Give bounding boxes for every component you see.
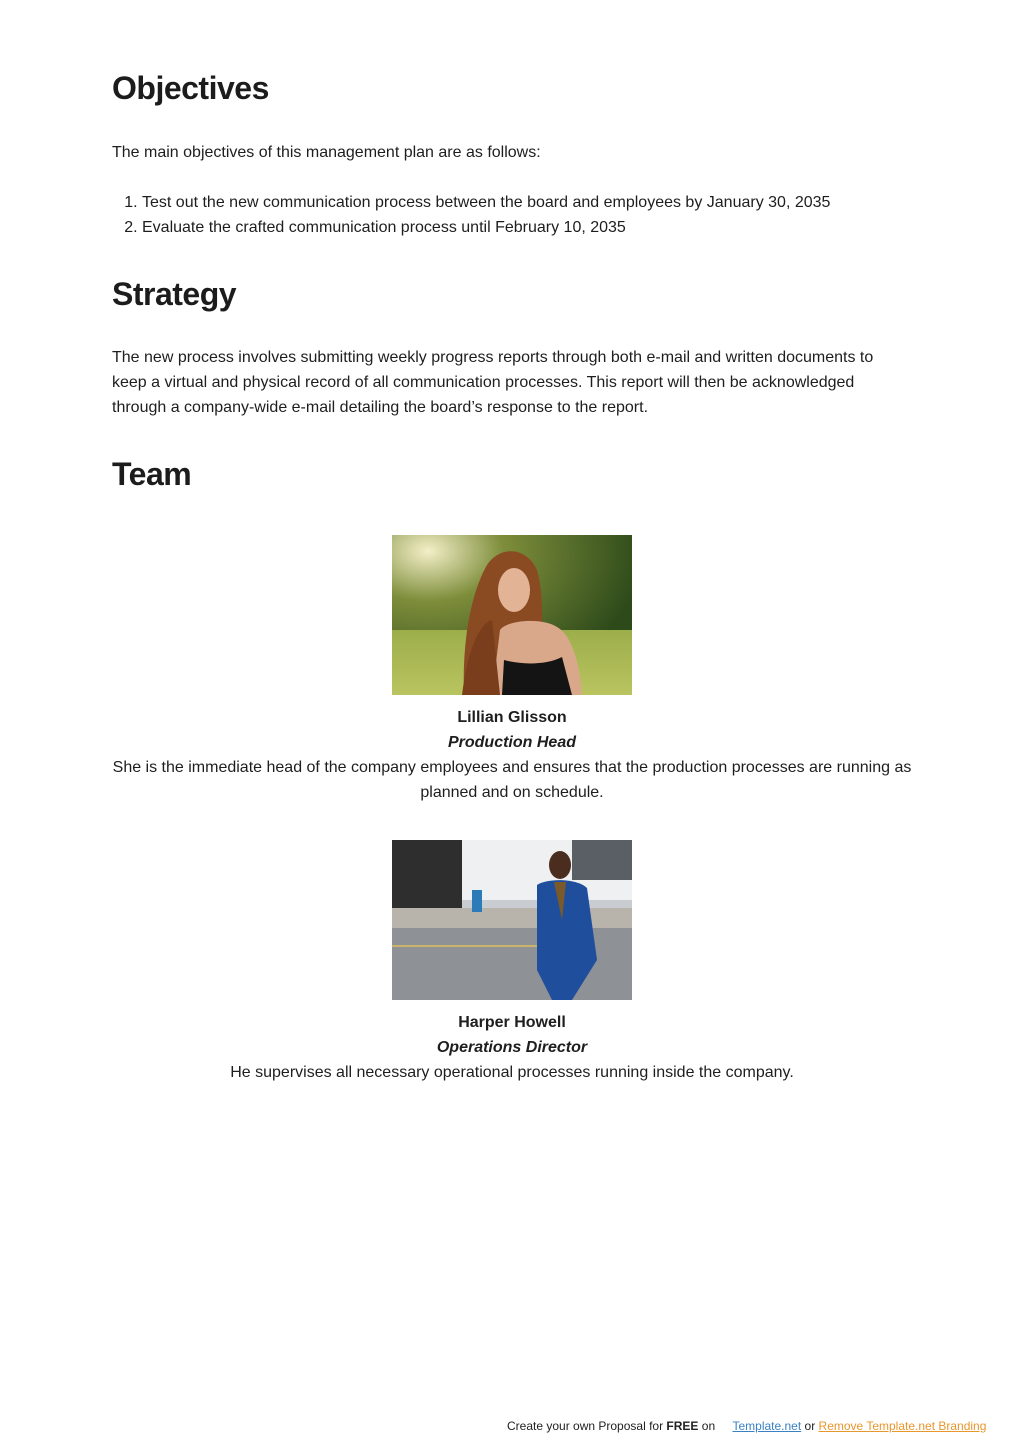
objectives-list: [112, 190, 830, 240]
objective-item: 1. Test out the new communication process between the board and employees by January 30, 2035: [142, 190, 830, 215]
footer-on: on: [698, 1419, 716, 1433]
member-role: Operations Director: [436, 1039, 588, 1056]
strategy-body: The new process involves submitting weekly progress reports through both e-mail and written documents to keep a virtual and physical record of all communication processes. This report will then be acknowledged through a company-wide e-mail detailing the board’s response to the report.: [112, 349, 874, 416]
man-in-blue-suit-photo: [392, 840, 632, 1000]
remove-branding-link[interactable]: Remove Template.net Branding: [818, 1419, 987, 1433]
member-name: Harper Howell: [458, 1014, 566, 1031]
member-name: Lillian Glisson: [457, 709, 567, 726]
member-role: Production Head: [447, 734, 576, 751]
member-bio: She is the immediate head of the company employees and ensures that the production processes are running as planned and on schedule.: [112, 759, 912, 801]
strategy-heading: Strategy: [112, 276, 237, 312]
objective-item: 2. Evaluate the crafted communication process until February 10, 2035: [142, 215, 830, 240]
member-bio: He supervises all necessary operational processes running inside the company.: [230, 1064, 794, 1081]
woman-in-park-photo: [392, 535, 632, 695]
footer-or: or: [801, 1419, 819, 1433]
footer-prefix: Create your own Proposal for: [507, 1419, 667, 1433]
template-net-link[interactable]: Template.net: [732, 1419, 802, 1433]
footer-free: FREE: [666, 1419, 699, 1433]
objectives-heading: Objectives: [112, 70, 269, 106]
team-heading: Team: [112, 456, 192, 492]
objectives-intro: The main objectives of this management plan are as follows:: [112, 144, 541, 161]
branding-footer: [507, 1419, 986, 1433]
